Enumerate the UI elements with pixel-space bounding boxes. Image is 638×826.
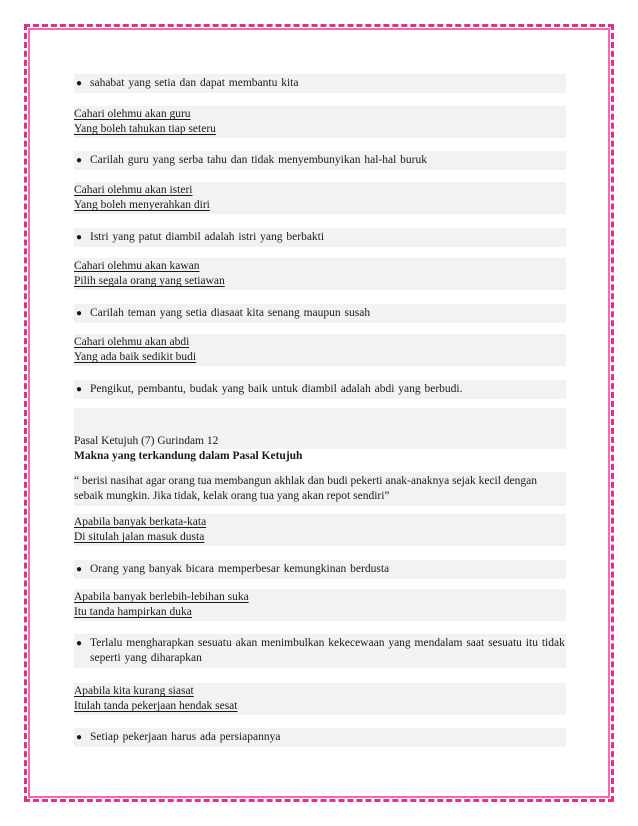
bullet-icon: ● (76, 155, 83, 166)
spacer-row (74, 408, 566, 434)
bullet-text: Carilah teman yang setia diasaat kita senang maupun susah (90, 307, 371, 319)
bullet-item (74, 728, 566, 747)
couplet-line: Yang ada baik sedikit budi (74, 351, 197, 363)
bullet-text: Carilah guru yang serba tahu dan tidak menyembunyikan hal-hal buruk (90, 154, 427, 166)
bullet-icon: ● (76, 384, 83, 395)
couplet-line: Itulah tanda pekerjaan hendak sesat (74, 700, 238, 712)
couplet (74, 683, 566, 715)
bullet-text: Setiap pekerjaan harus ada persiapannya (90, 731, 281, 743)
bullet-item (74, 304, 566, 323)
couplet-line: Pilih segala orang yang setiawan (74, 275, 225, 287)
couplet (74, 258, 566, 290)
bullet-item (74, 228, 566, 247)
bullet-item (74, 634, 566, 668)
bullet-item (74, 151, 566, 170)
bullet-icon: ● (76, 78, 83, 89)
couplet-line: Cahari olehmu akan isteri (74, 184, 193, 196)
bullet-item (74, 380, 566, 399)
couplet-line: Cahari olehmu akan kawan (74, 260, 200, 272)
couplet-line: Yang boleh tahukan tiap seteru (74, 123, 216, 135)
bullet-item (74, 74, 566, 93)
bullet-icon: ● (76, 564, 83, 575)
couplet-line: Yang boleh menyerahkan diri (74, 199, 210, 211)
couplet (74, 334, 566, 366)
couplet-line: Cahari olehmu akan abdi (74, 336, 190, 348)
couplet-line: Cahari olehmu akan guru (74, 108, 191, 120)
couplet-line: Apabila banyak berlebih-lebihan suka (74, 591, 249, 603)
section-heading: Pasal Ketujuh (7) Gurindam 12 (74, 434, 566, 449)
bullet-text: Istri yang patut diambil adalah istri yang berbakti (90, 231, 325, 243)
bullet-icon: ● (76, 638, 83, 649)
bullet-text: Orang yang banyak bicara memperbesar kemungkinan berdusta (90, 563, 390, 575)
bullet-text: sahabat yang setia dan dapat membantu kita (90, 77, 299, 89)
couplet (74, 182, 566, 214)
couplet (74, 514, 566, 546)
bullet-text: Terlalu mengharapkan sesuatu akan menimbulkan kekecewaan yang mendalam saat sesuatu itu tidak seperti yang diharapkan (90, 637, 565, 664)
couplet (74, 589, 566, 621)
couplet-line: Itu tanda hampirkan duka (74, 606, 192, 618)
couplet-line: Di situlah jalan masuk dusta (74, 531, 205, 543)
section-subheading: Makna yang terkandung dalam Pasal Ketujuh (74, 449, 566, 464)
bullet-icon: ● (76, 732, 83, 743)
bullet-icon: ● (76, 232, 83, 243)
section-paragraph: “ berisi nasihat agar orang tua membangun akhlak dan budi pekerti anak-anaknya sejak kecil dengan sebaik mungkin. Jika tidak, kelak orang tua yang akan repot sendiri” (74, 472, 566, 506)
bullet-item (74, 560, 566, 579)
couplet-line: Apabila banyak berkata-kata (74, 516, 207, 528)
couplet (74, 106, 566, 138)
couplet-line: Apabila kita kurang siasat (74, 685, 194, 697)
bullet-icon: ● (76, 308, 83, 319)
bullet-text: Pengikut, pembantu, budak yang baik untuk diambil adalah abdi yang berbudi. (90, 383, 463, 395)
